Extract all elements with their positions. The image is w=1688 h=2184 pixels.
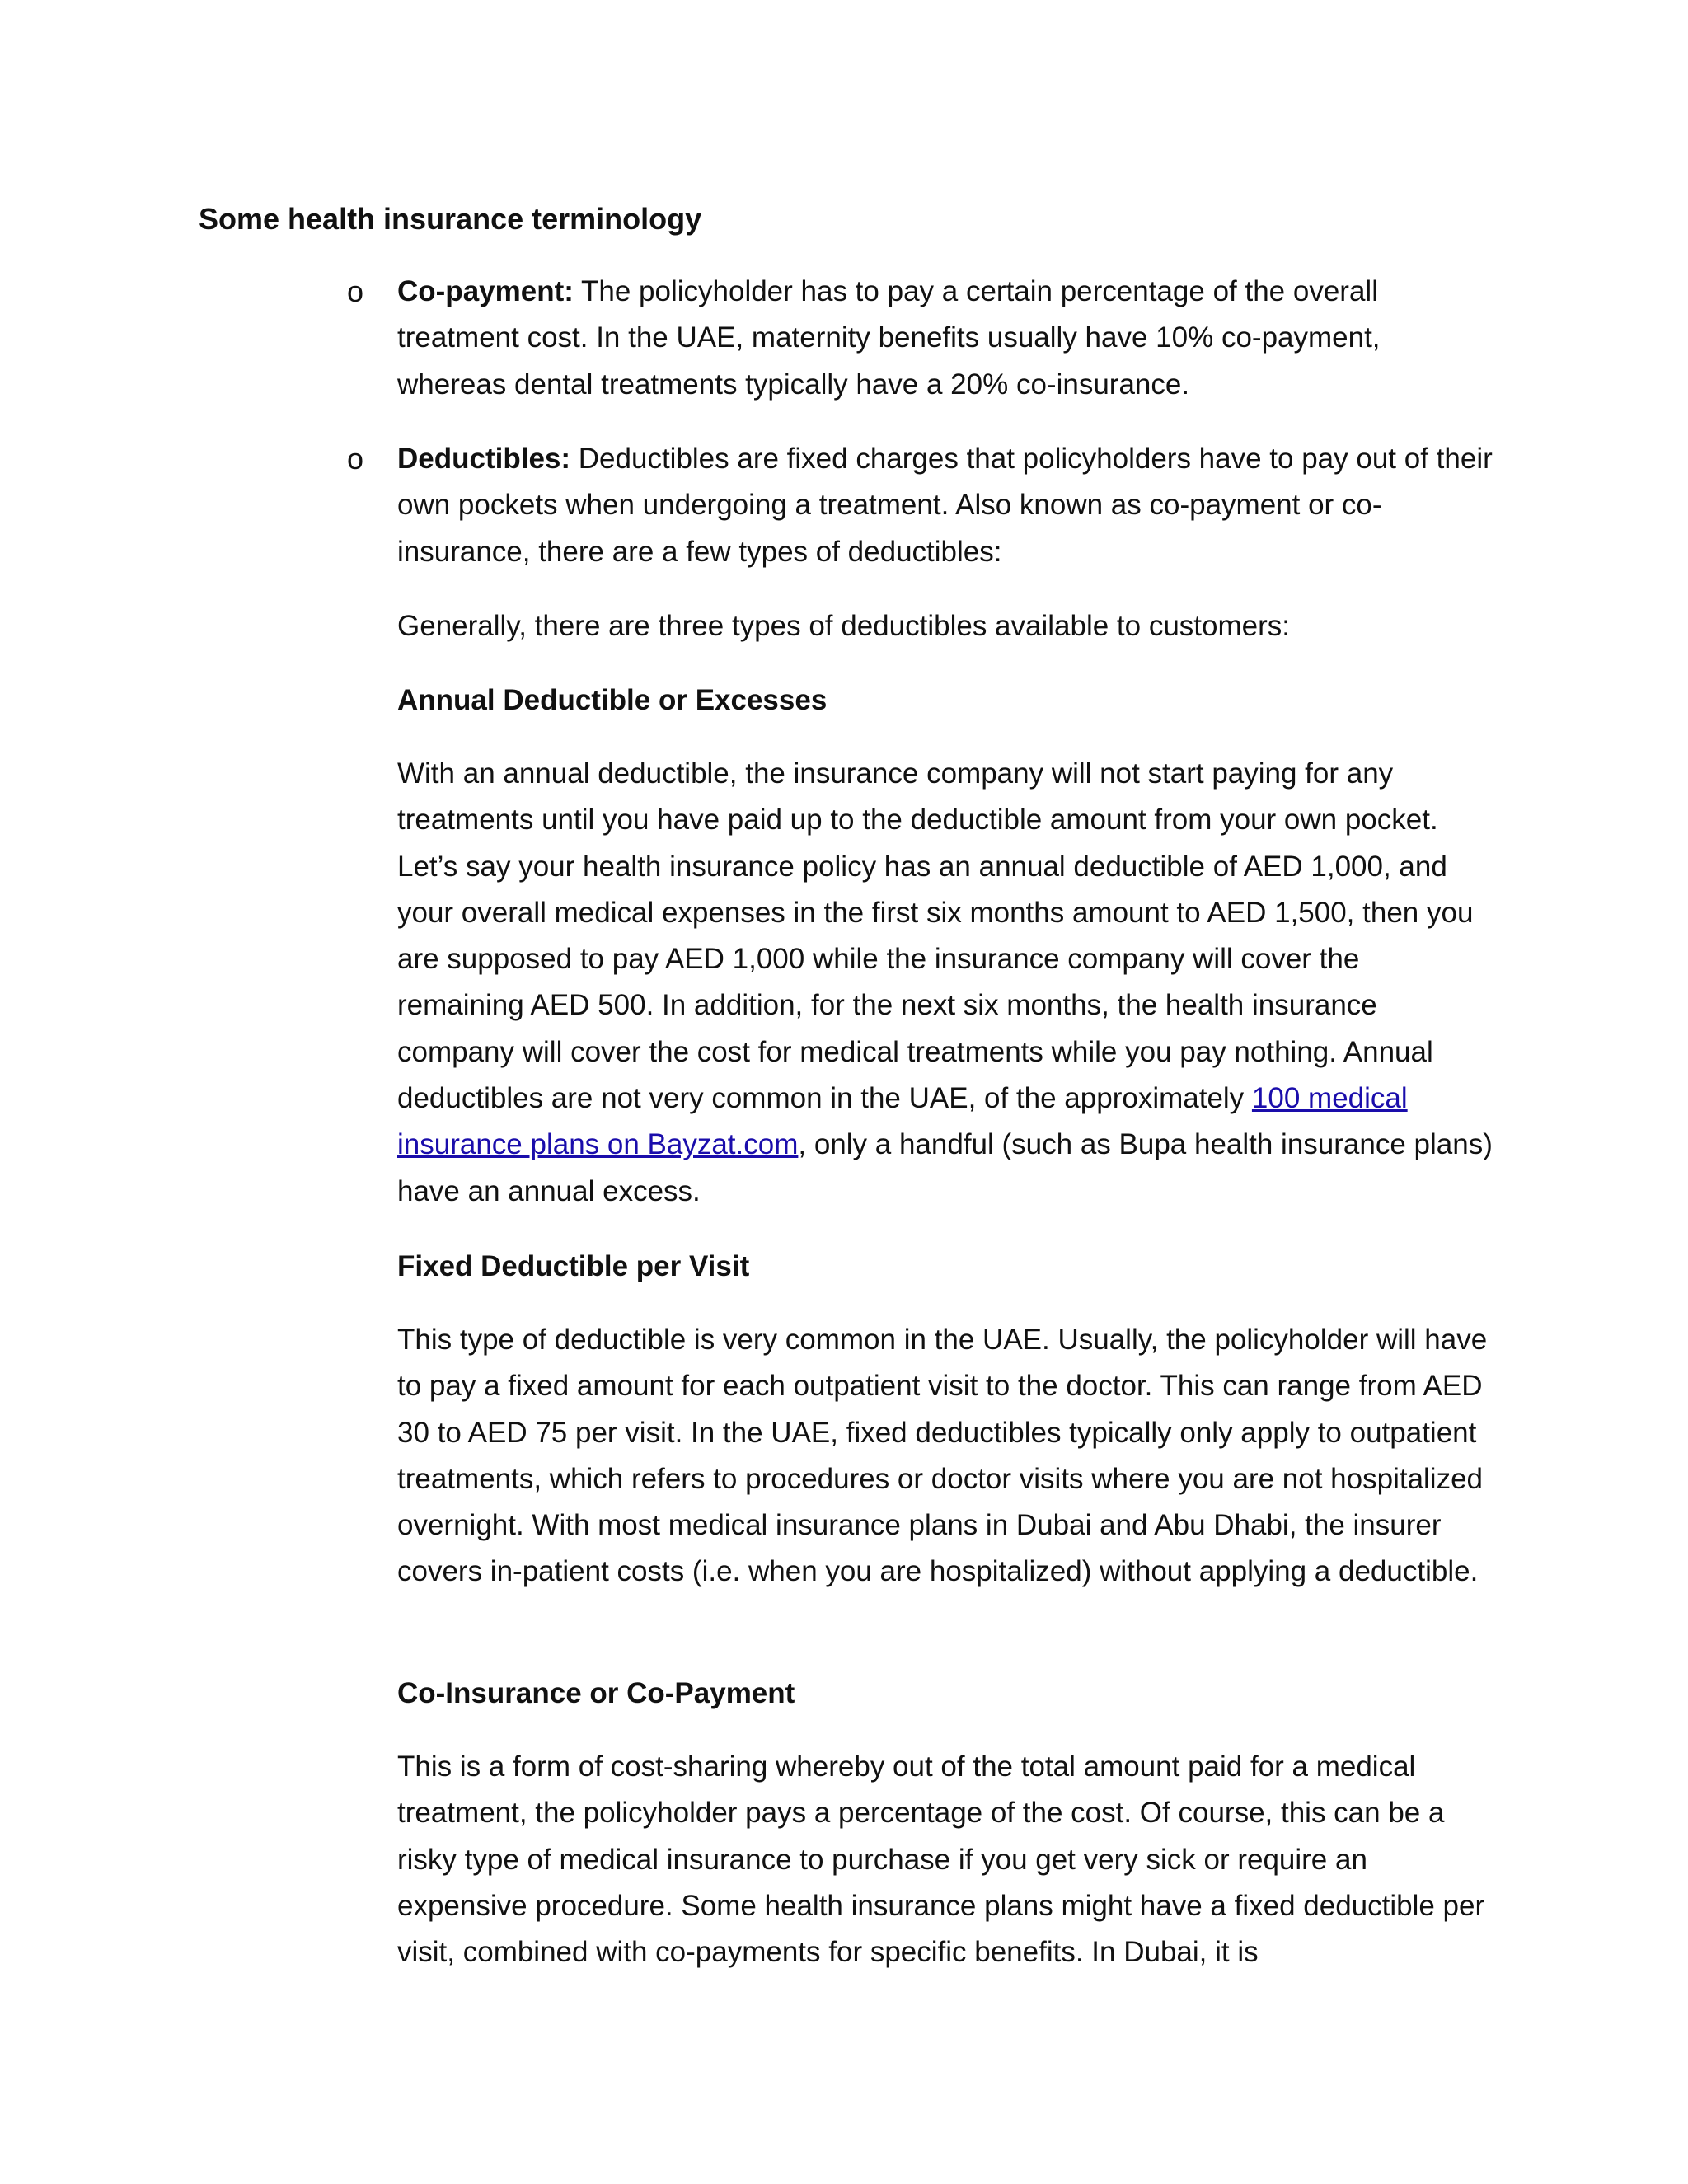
intro-text: Generally, there are three types of deductibles available to customers: (397, 610, 1290, 642)
term-label: Deductibles: (397, 443, 571, 475)
list-item-deductibles (347, 436, 1493, 575)
co-payment-definition (397, 269, 1493, 408)
co-insurance-paragraph: This is a form of cost-sharing whereby out of the total amount paid for a medical treatment, the policyholder pays a percentage of the cost. Of course, this can be a risky type of medical insurance to purchase if you get very sick or require an expensive procedure. Some health insurance plans might have a fixed deductible per visit, combined with co-payments for specific benefits. In Dubai, it is (397, 1750, 1485, 1969)
section-body-fixed-deductible (397, 1317, 1493, 1596)
section-heading-fixed-deductible: Fixed Deductible per Visit (397, 1250, 750, 1282)
hollow-bullet-icon: o (347, 442, 364, 476)
annual-deductible-paragraph (397, 751, 1493, 1215)
list-item-co-payment (347, 269, 1493, 408)
paragraph-text: , only a handful (such as Bupa health insurance plans) have an annual excess. (397, 1128, 1493, 1207)
section-heading-co-insurance: Co-Insurance or Co-Payment (397, 1677, 795, 1709)
section-body-annual-deductible (397, 751, 1493, 1215)
bayzat-plans-link[interactable]: 100 medical insurance plans on Bayzat.com (397, 1082, 1408, 1161)
deductibles-intro (397, 603, 1493, 649)
section-body-co-insurance (397, 1744, 1493, 1975)
section-heading-annual-deductible: Annual Deductible or Excesses (397, 684, 828, 716)
deductibles-definition (397, 436, 1493, 575)
term-text: The policyholder has to pay a certain percentage of the overall treatment cost. In the UAE, maternity benefits usually have 10% co-payment, whereas dental treatments typically have a 20% co-insurance. (397, 275, 1381, 401)
term-label: Co-payment: (397, 275, 574, 307)
hollow-bullet-icon: o (347, 274, 364, 308)
document-title: Some health insurance terminology (199, 202, 702, 236)
fixed-deductible-paragraph: This type of deductible is very common in the UAE. Usually, the policyholder will have to pay a fixed amount for each outpatient visit to the doctor. This can range from AED 30 to AED 75 per visit. In the UAE, fixed deductibles typically only apply to outpatient treatments, which refers to procedures or doctor visits where you are not hospitalized overnight. With most medical insurance plans in Dubai and Abu Dhabi, the insurer covers in-patient costs (i.e. when you are hospitalized) without applying a deductible. (397, 1324, 1488, 1588)
paragraph-text: With an annual deductible, the insurance company will not start paying for any treatments until you have paid up to the deductible amount from your own pocket. Let’s say your health insurance policy has an annual deductible of AED 1,000, and your overall medical expenses in the first six months amount to AED 1,500, then you are supposed to pay AED 1,000 while the insurance company will cover the remaining AED 500. In addition, for the next six months, the health insurance company will cover the cost for medical treatments while you pay nothing. Annual deductibles are not very common in the UAE, of the approximately (397, 757, 1474, 1115)
term-text: Deductibles are fixed charges that policyholders have to pay out of their own pockets when undergoing a treatment. Also known as co-payment or co-insurance, there are a few types of deductibles: (397, 443, 1493, 568)
